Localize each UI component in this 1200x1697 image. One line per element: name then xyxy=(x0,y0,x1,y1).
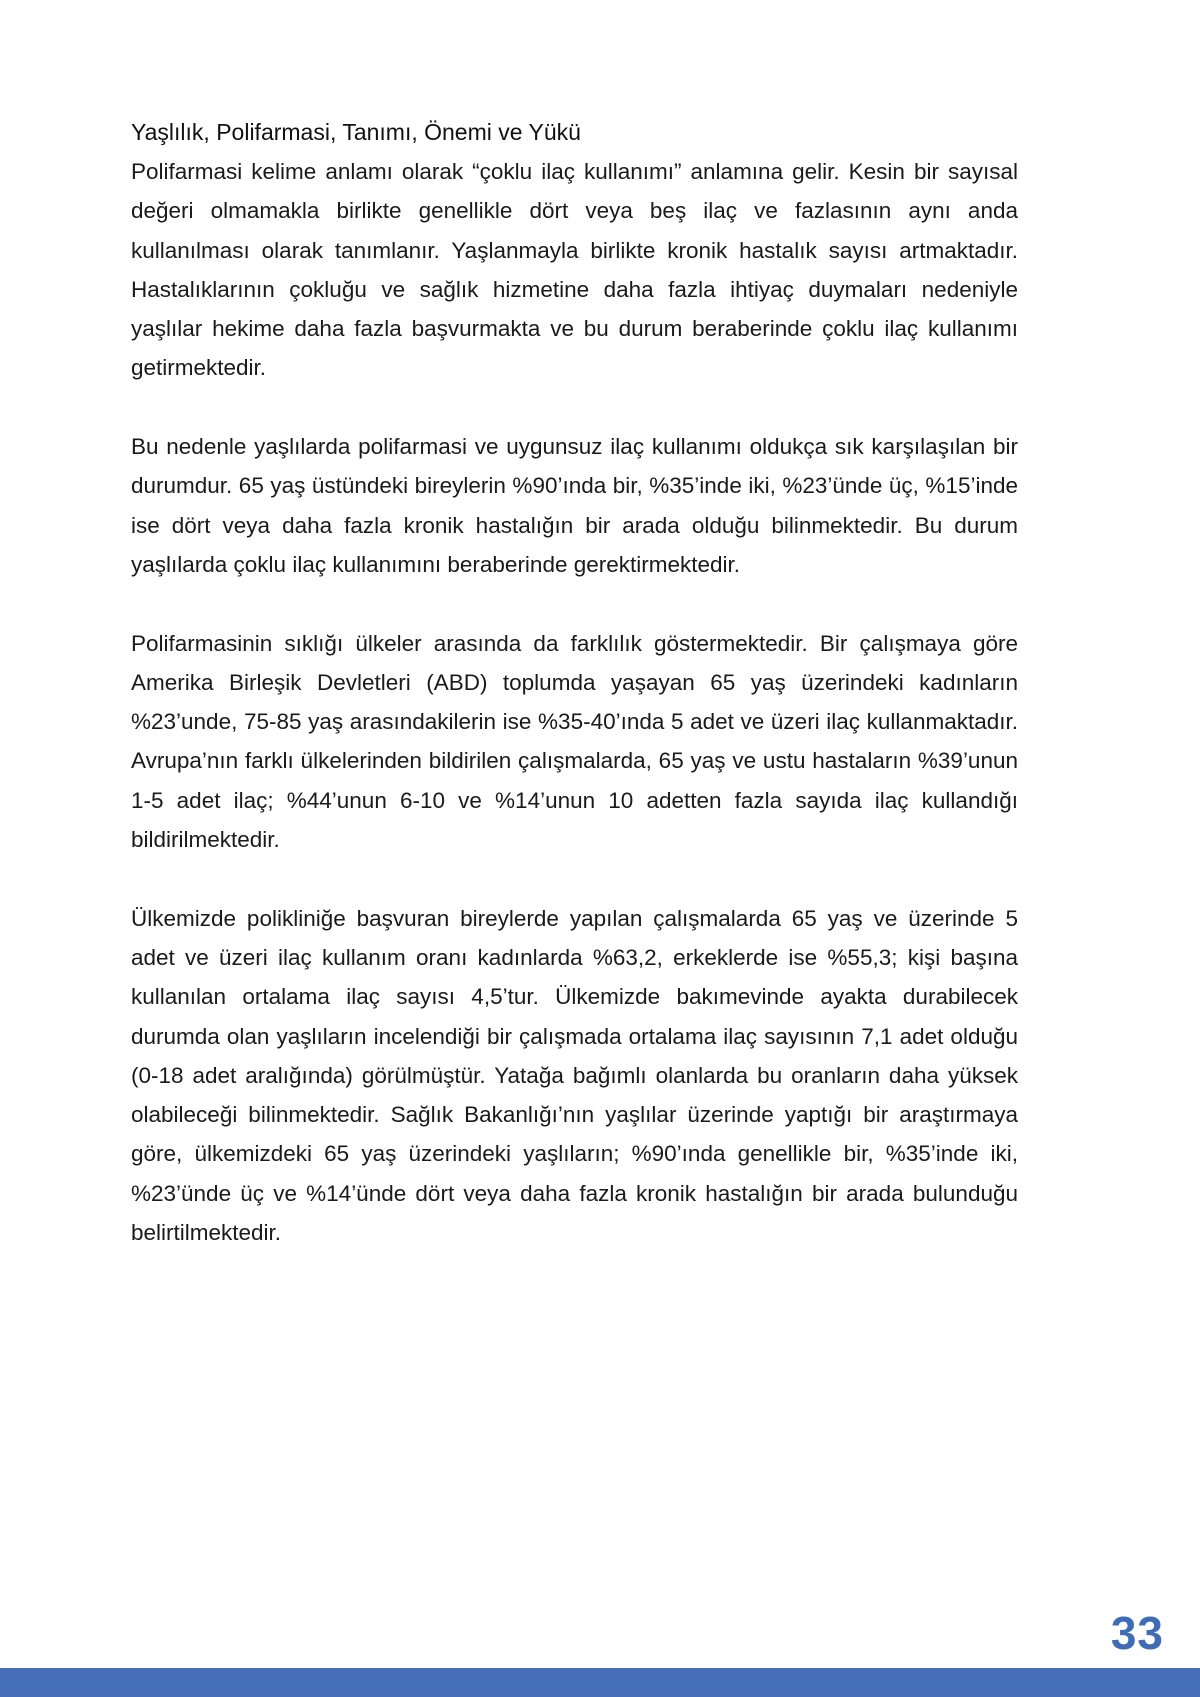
paragraph-3: Polifarmasinin sıklığı ülkeler arasında da farklılık göstermektedir. Bir çalışmaya göre Amerika Birleşik Devletleri (ABD) toplumda yaşayan 65 yaş üzerindeki kadınların %23’unde, 75-85 yaş arasındakilerin ise %35-40’ında 5 adet ve üzeri ilaç kullanmaktadır. Avrupa’nın farklı ülkelerinden bildirilen çalışmalarda, 65 yaş ve ustu hastaların %39’unun 1-5 adet ilaç; %44’unun 6-10 ve %14’unun 10 adetten fazla sayıda ilaç kullandığı bildirilmektedir. xyxy=(131,630,1018,853)
footer-bar xyxy=(0,1668,1200,1697)
document-body xyxy=(131,113,1018,1292)
paragraph-1: Polifarmasi kelime anlamı olarak “çoklu ilaç kullanımı” anlamına gelir. Kesin bir sayısal değeri olmamakla birlikte genellikle dört veya beş ilaç ve fazlasının aynı anda kullanılması olarak tanımlanır. Yaşlanmayla birlikte kronik hastalık sayısı artmaktadır. Hastalıklarının çokluğu ve sağlık hizmetine daha fazla ihtiyaç duymaları nedeniyle yaşlılar hekime daha fazla başvurmakta ve bu durum beraberinde çoklu ilaç kullanımı getirmektedir. xyxy=(131,159,1018,381)
section-heading: Yaşlılık, Polifarmasi, Tanımı, Önemi ve Yükü xyxy=(131,119,581,145)
page-number: 33 xyxy=(1110,1607,1164,1659)
paragraph-4: Ülkemizde polikliniğe başvuran bireylerde yapılan çalışmalarda 65 yaş ve üzerinde 5 adet ve üzeri ilaç kullanım oranı kadınlarda %63,2, erkeklerde ise %55,3; kişi başına kullanılan ortalama ilaç sayısı 4,5’tur. Ülkemizde bakımevinde ayakta durabilecek durumda olan yaşlıların incelendiği bir çalışmada ortalama ilaç sayısının 7,1 adet olduğu (0-18 adet aralığında) görülmüştür. Yatağa bağımlı olanlarda bu oranların daha yüksek olabileceği bilinmektedir. Sağlık Bakanlığı’nın yaşlılar üzerinde yaptığı bir araştırmaya göre, ülkemizdeki 65 yaş üzerindeki yaşlıların; %90’ında genellikle bir, %35’inde iki, %23’ünde üç ve %14’ünde dört veya daha fazla kronik hastalığın bir arada bulunduğu belirtilmektedir. xyxy=(131,905,1018,1246)
paragraph-2: Bu nedenle yaşlılarda polifarmasi ve uygunsuz ilaç kullanımı oldukça sık karşılaşılan bir durumdur. 65 yaş üstündeki bireylerin %90’ında bir, %35’inde iki, %23’ünde üç, %15’inde ise dört veya daha fazla kronik hastalığın bir arada olduğu bilinmektedir. Bu durum yaşlılarda çoklu ilaç kullanımını beraberinde gerektirmektedir. xyxy=(131,434,1018,577)
